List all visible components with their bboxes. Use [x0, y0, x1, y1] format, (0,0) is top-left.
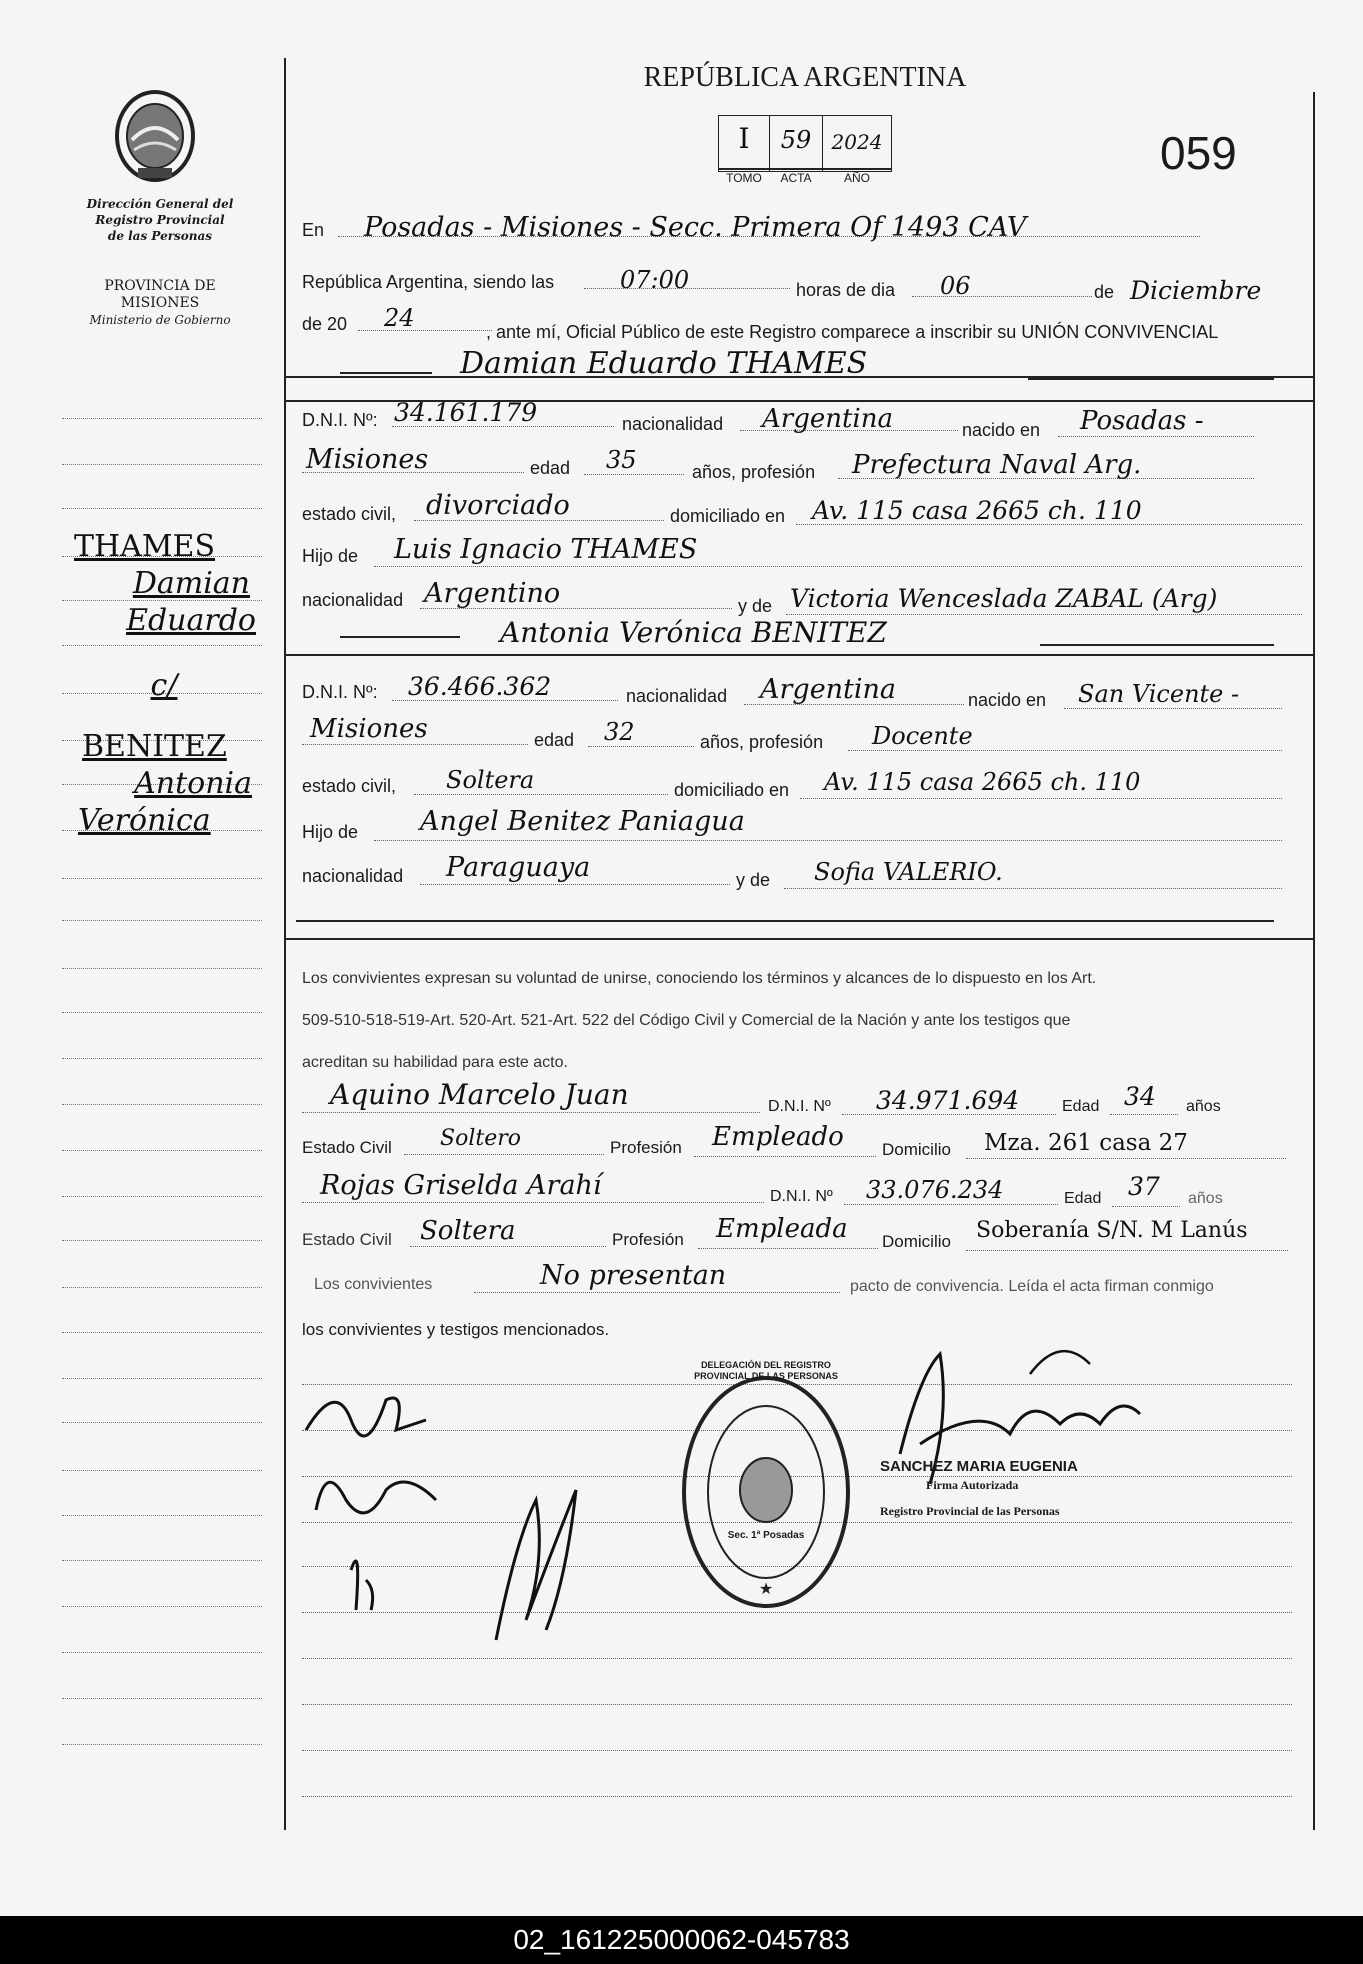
w1-years-label: años	[1186, 1098, 1221, 1115]
official-signature	[860, 1334, 1180, 1514]
p2-nationality: Argentina	[760, 674, 897, 705]
w1-age: 34	[1124, 1082, 1156, 1111]
footer-bar	[0, 1916, 1363, 1964]
margin-note-line: BENITEZ	[82, 729, 227, 764]
w2-address-label: Domicilio	[882, 1232, 951, 1251]
en-label: En	[302, 220, 325, 240]
year-prefix: de 20	[302, 314, 348, 334]
official-role: Firma Autorizada	[926, 1478, 1019, 1492]
person1-name: Damian Eduardo THAMES	[460, 346, 868, 381]
w2-civil-label: Estado Civil	[302, 1230, 392, 1249]
w2-years-label: años	[1188, 1190, 1223, 1207]
witness2-name: Rojas Griselda Arahí	[320, 1170, 602, 1201]
p1-born-in-1: Posadas -	[1080, 406, 1204, 436]
p1-nationality-label: nacionalidad	[622, 414, 724, 434]
w2-age: 37	[1128, 1172, 1160, 1201]
closing-pact: No presentan	[540, 1260, 727, 1291]
p1-profession: Prefectura Naval Arg.	[852, 450, 1142, 480]
tomo-value: I	[738, 122, 750, 155]
w1-dni: 34.971.694	[876, 1086, 1020, 1115]
p2-born-in-2: Misiones	[310, 714, 428, 744]
margin-note-line: Antonia	[134, 766, 252, 801]
office-line-3: de las Personas	[107, 229, 213, 243]
stamp-ring-text: DELEGACIÓN DEL REGISTRO PROVINCIAL DE LAS PERSONAS	[694, 1360, 838, 1381]
office-line-1: Dirección General del	[86, 197, 234, 211]
signatures	[296, 1360, 596, 1650]
p2-address: Av. 115 casa 2665 ch. 110	[824, 768, 1141, 796]
w1-civil-label: Estado Civil	[302, 1138, 392, 1157]
p2-born-label: nacido en	[968, 690, 1047, 710]
w2-profession-label: Profesión	[612, 1230, 684, 1249]
p1-civil: divorciado	[426, 490, 570, 521]
p2-nationality-label: nacionalidad	[626, 686, 728, 706]
w1-civil: Soltero	[440, 1126, 521, 1151]
month-value: Diciembre	[1130, 276, 1262, 305]
p2-father: Angel Benitez Paniagua	[420, 806, 745, 837]
tomo-label: TOMO	[726, 171, 762, 185]
margin-note	[66, 528, 262, 839]
p1-age: 35	[606, 446, 637, 474]
intro-line3-text: , ante mí, Oficial Público de este Registro comparece a inscribir su UNIÓN CONVIVENCIAL	[486, 322, 1219, 342]
p2-profession: Docente	[872, 722, 973, 750]
closing-suffix: pacto de convivencia. Leída el acta firman conmigo	[850, 1278, 1214, 1295]
p1-father-label: Hijo de	[302, 546, 359, 566]
anio-value: 2024	[831, 130, 883, 154]
p2-dni-label: D.N.I. Nº:	[302, 682, 378, 702]
footer-code: 02_161225000062-045783	[513, 1924, 850, 1955]
w1-dni-label: D.N.I. Nº	[768, 1098, 831, 1115]
p2-age-label: edad	[534, 730, 575, 750]
p2-civil: Soltera	[446, 766, 535, 794]
intro-line2-prefix: República Argentina, siendo las	[302, 272, 555, 292]
de-label: de	[1094, 282, 1115, 302]
w2-profession: Empleada	[716, 1214, 848, 1244]
office-line-2: Registro Provincial	[95, 213, 225, 227]
acta-label: ACTA	[780, 171, 812, 185]
w2-dni: 33.076.234	[866, 1176, 1004, 1204]
svg-text:★: ★	[758, 1581, 774, 1598]
p1-father-nat-label: nacionalidad	[302, 590, 404, 610]
p2-profession-label: años, profesión	[700, 732, 824, 752]
official-name: SANCHEZ MARIA EUGENIA	[880, 1458, 1078, 1475]
p1-address-label: domiciliado en	[670, 506, 786, 526]
p1-born-in-2: Misiones	[306, 444, 429, 475]
p1-born-label: nacido en	[962, 420, 1041, 440]
p1-nationality: Argentina	[762, 404, 893, 434]
p1-father: Luis Ignacio THAMES	[394, 534, 698, 565]
hours-label: horas de dia	[796, 280, 896, 300]
margin-note-line: Verónica	[78, 803, 211, 838]
p2-father-nat: Paraguaya	[446, 852, 591, 883]
record-number: 059	[1160, 127, 1237, 179]
w2-civil: Soltera	[420, 1216, 516, 1246]
p2-dni: 36.466.362	[408, 672, 552, 701]
closing-prefix: Los convivientes	[314, 1276, 433, 1293]
margin-note-line: THAMES	[74, 529, 216, 564]
p2-born-in-1: San Vicente -	[1078, 680, 1240, 708]
person2-name: Antonia Verónica BENITEZ	[500, 616, 887, 649]
declaration-line-2: 509-510-518-519-Art. 520-Art. 521-Art. 522 del Código Civil y Comercial de la Nación y ante los testigos que	[302, 1012, 1071, 1029]
w1-profession: Empleado	[712, 1122, 844, 1152]
year-suffix: 24	[384, 304, 415, 332]
official-office: Registro Provincial de las Personas	[880, 1504, 1060, 1518]
w1-address: Mza. 261 casa 27	[984, 1130, 1188, 1156]
p1-dni: 34.161.179	[394, 398, 538, 427]
p2-civil-label: estado civil,	[302, 776, 397, 796]
closing-line-2: los convivientes y testigos mencionados.	[302, 1320, 610, 1339]
declaration-line-3: acreditan su habilidad para este acto.	[302, 1054, 568, 1071]
p1-father-nat: Argentino	[424, 578, 561, 609]
p1-profession-label: años, profesión	[692, 462, 816, 482]
time-value: 07:00	[620, 266, 690, 294]
w2-dni-label: D.N.I. Nº	[770, 1188, 833, 1205]
margin-note-line: Eduardo	[126, 603, 256, 638]
w1-address-label: Domicilio	[882, 1140, 951, 1159]
p1-dni-label: D.N.I. Nº:	[302, 410, 378, 430]
official-stamp	[680, 1372, 852, 1612]
p2-mother-label: y de	[736, 870, 771, 890]
p2-age: 32	[604, 718, 635, 746]
province-seal	[112, 88, 198, 184]
p1-age-label: edad	[530, 458, 571, 478]
margin-note-line: Damian	[132, 566, 250, 601]
w1-age-label: Edad	[1062, 1098, 1100, 1115]
declaration-line-1: Los convivientes expresan su voluntad de unirse, conociendo los términos y alcances de lo dispuesto en los Art.	[302, 970, 1097, 987]
day-value: 06	[940, 272, 971, 300]
p2-father-nat-label: nacionalidad	[302, 866, 404, 886]
p1-address: Av. 115 casa 2665 ch. 110	[812, 496, 1142, 525]
w1-profession-label: Profesión	[610, 1138, 682, 1157]
p2-mother: Sofia VALERIO.	[814, 858, 1003, 886]
p1-mother-label: y de	[738, 596, 773, 616]
stamp-inner-text: Sec. 1ª Posadas	[727, 1530, 805, 1541]
province-line-1: PROVINCIA DE	[104, 278, 216, 294]
ministry-line: Ministerio de Gobierno	[89, 313, 231, 327]
province-line-2: MISIONES	[120, 295, 200, 311]
p1-mother: Victoria Wenceslada ZABAL (Arg)	[790, 584, 1218, 613]
acta-value: 59	[780, 126, 812, 154]
margin-note-line: c/	[150, 668, 178, 703]
country-title: REPÚBLICA ARGENTINA	[643, 62, 967, 93]
p2-address-label: domiciliado en	[674, 780, 790, 800]
p2-father-label: Hijo de	[302, 822, 359, 842]
place-value: Posadas - Misiones - Secc. Primera Of 1493 CAV	[364, 212, 1027, 243]
w2-address: Soberanía S/N. M Lanús	[976, 1218, 1248, 1243]
anio-label: AÑO	[843, 171, 870, 185]
w2-age-label: Edad	[1064, 1190, 1102, 1207]
witness1-name: Aquino Marcelo Juan	[330, 1078, 629, 1111]
p1-civil-label: estado civil,	[302, 504, 397, 524]
